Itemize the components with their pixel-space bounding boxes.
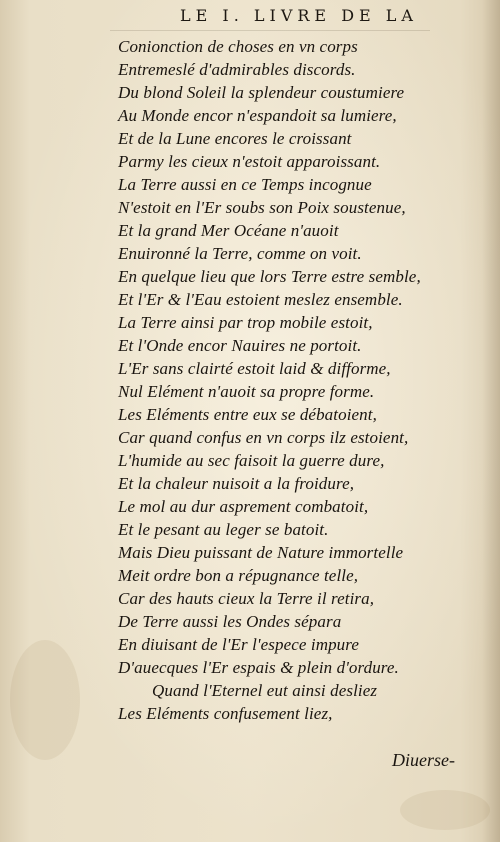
paper-stain — [10, 640, 80, 760]
verse-line: La Terre ainsi par trop mobile estoit, — [118, 313, 373, 332]
verse-line: Meit ordre bon a répugnance telle, — [118, 566, 359, 585]
running-head: LE I. LIVRE DE LA — [180, 6, 418, 25]
verse-line: La Terre aussi en ce Temps incognue — [118, 175, 372, 194]
verse-line: Parmy les cieux n'estoit apparoissant. — [118, 152, 381, 171]
header-divider — [110, 30, 430, 31]
verse-line: Nul Elément n'auoit sa propre forme. — [118, 382, 375, 401]
verse-line: Le mol au dur asprement combatoit, — [118, 497, 369, 516]
catchword: Diuerse- — [392, 750, 455, 770]
verse-line: Et la chaleur nuisoit a la froidure, — [118, 474, 355, 493]
verse-line: Les Eléments entre eux se débatoient, — [118, 405, 377, 424]
page-edge-shadow — [482, 0, 500, 842]
verse-line: Et l'Er & l'Eau estoient meslez ensemble. — [118, 290, 403, 309]
verse-line: Car des hauts cieux la Terre il retira, — [118, 589, 375, 608]
verse-line: Conionction de choses en vn corps — [118, 37, 358, 56]
verse-line: L'humide au sec faisoit la guerre dure, — [118, 451, 385, 470]
verse-line: Quand l'Eternel eut ainsi desliez — [152, 681, 378, 700]
verse-line: Au Monde encor n'espandoit sa lumiere, — [118, 106, 397, 125]
verse-line: Et de la Lune encores le croissant — [118, 129, 352, 148]
verse-line: D'auecques l'Er espais & plein d'ordure. — [118, 658, 399, 677]
verse-line: Enuironné la Terre, comme on voit. — [118, 244, 362, 263]
verse-line: Mais Dieu puissant de Nature immortelle — [118, 543, 404, 562]
verse-line: De Terre aussi les Ondes sépara — [118, 612, 342, 631]
verse-line: En quelque lieu que lors Terre estre semble, — [118, 267, 421, 286]
verse-line: Et la grand Mer Océane n'auoit — [118, 221, 339, 240]
paper-stain — [400, 790, 490, 830]
verse-line: Et le pesant au leger se batoit. — [118, 520, 329, 539]
verse-line: Les Eléments confusement liez, — [118, 704, 333, 723]
verse-line: Car quand confus en vn corps ilz estoient, — [118, 428, 409, 447]
verse-line: L'Er sans clairté estoit laid & difforme, — [118, 359, 391, 378]
verse-line: En diuisant de l'Er l'espece impure — [118, 635, 360, 654]
verse-line: N'estoit en l'Er soubs son Poix soustenue, — [118, 198, 406, 217]
verse-line: Du blond Soleil la splendeur coustumiere — [118, 83, 405, 102]
verse-line: Entremeslé d'admirables discords. — [118, 60, 356, 79]
verse-line: Et l'Onde encor Nauires ne portoit. — [118, 336, 362, 355]
